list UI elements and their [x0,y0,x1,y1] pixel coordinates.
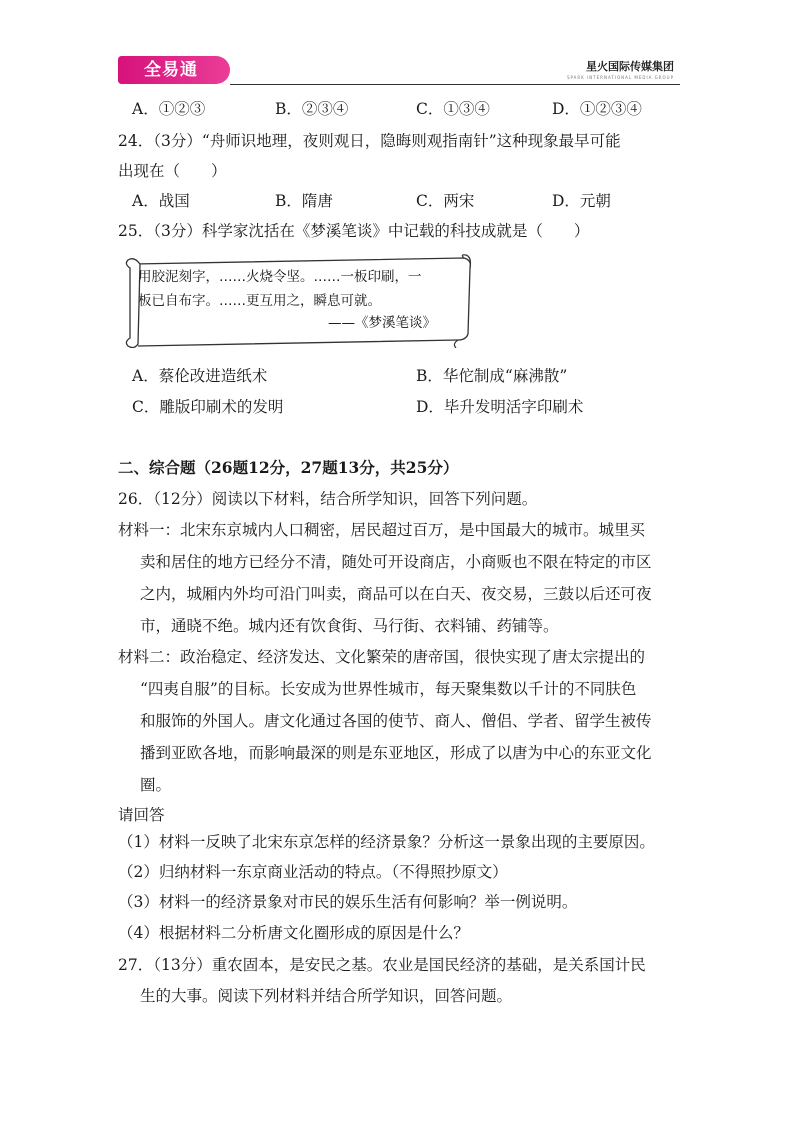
q24-stem-line2: 出现在（ ） [118,162,227,180]
header-divider [230,84,680,85]
q23-option-a: A．①②③ [132,100,206,118]
q27-stem-line1: 27．（13分）重农固本，是安民之基。农业是国民经济的基础，是关系国计民 [118,956,646,974]
q26-material1-line2: 卖和居住的地方已经分不清，随处可开设商店，小商贩也不限在特定的市区 [140,553,652,571]
q23-option-d: D．①②③④ [552,100,642,118]
q26-material1-line3: 之内，城厢内外均可沿门叫卖，商品可以在白天、夜交易，三鼓以后还可夜 [140,585,652,603]
q23-option-c: C．①③④ [416,100,490,118]
q26-question-2: （2）归纳材料一东京商业活动的特点。（不得照抄原文） [118,863,508,881]
section-heading: 二、综合题（26题12分，27题13分，共25分） [118,458,459,477]
q26-material2-line5: 圈。 [140,776,172,794]
scroll-quote-source: ——《梦溪笔谈》 [328,315,436,331]
q26-question-1: （1）材料一反映了北宋东京怎样的经济景象？分析这一景象出现的主要原因。 [118,833,655,851]
q26-prompt: 请回答 [118,806,165,824]
q26-question-4: （4）根据材料二分析唐文化圈形成的原因是什么？ [118,924,469,942]
q24-stem-line1: 24．（3分）“舟师识地理，夜则观日，隐晦则观指南针”这种现象最早可能 [118,132,621,150]
q27-stem-line2: 生的大事。阅读下列材料并结合所学知识，回答问题。 [140,987,513,1005]
publisher-name [567,58,674,80]
q26-stem: 26．（12分）阅读以下材料，结合所学知识，回答下列问题。 [118,490,538,508]
q25-stem: 25．（3分）科学家沈括在《梦溪笔谈》中记载的科技成就是（ ） [118,222,590,240]
q24-option-c: C．两宋 [416,192,475,210]
scroll-illustration [124,254,472,348]
q24-option-a: A．战国 [132,192,190,210]
q26-material1-line1: 材料一：北宋东京城内人口稠密，居民超过百万，是中国最大的城市。城里买 [118,521,646,539]
q26-material2-line4: 播到亚欧各地，而影响最深的则是东亚地区，形成了以唐为中心的东亚文化 [140,744,652,762]
q24-option-b: B．隋唐 [275,192,333,210]
q25-option-b: B．华佗制成“麻沸散” [416,367,568,385]
page-header [118,54,680,88]
q26-question-3: （3）材料一的经济景象对市民的娱乐生活有何影响？举一例说明。 [118,893,578,911]
logo: 全易通 [118,56,230,84]
q25-option-c: C．雕版印刷术的发明 [132,398,284,416]
q25-option-a: A．蔡伦改进造纸术 [132,367,268,385]
q26-material2-line2: “四夷自服”的目标。长安成为世界性城市，每天聚集数以千计的不同肤色 [140,680,637,698]
scroll-quote-line1: 用胶泥刻字，……火烧令坚。……一板印刷，一 [138,269,422,285]
q25-option-d: D．毕升发明活字印刷术 [416,398,584,416]
q26-material2-line3: 和服饰的外国人。唐文化通过各国的使节、商人、僧侣、学者、留学生被传 [140,712,652,730]
publisher-name-cn: 星火国际传媒集团 [586,60,674,73]
publisher-name-en: SPARK INTERNATIONAL MEDIA GROUP [566,75,674,80]
scroll-quote-line2: 板已自布字。……更互用之，瞬息可就。 [138,293,381,309]
q26-material2-line1: 材料二：政治稳定、经济发达、文化繁荣的唐帝国，很快实现了唐太宗提出的 [118,648,646,666]
q26-material1-line4: 市，通晓不绝。城内还有饮食街、马行街、衣料铺、药铺等。 [140,617,559,635]
q23-option-b: B．②③④ [275,100,349,118]
q24-option-d: D．元朝 [552,192,611,210]
